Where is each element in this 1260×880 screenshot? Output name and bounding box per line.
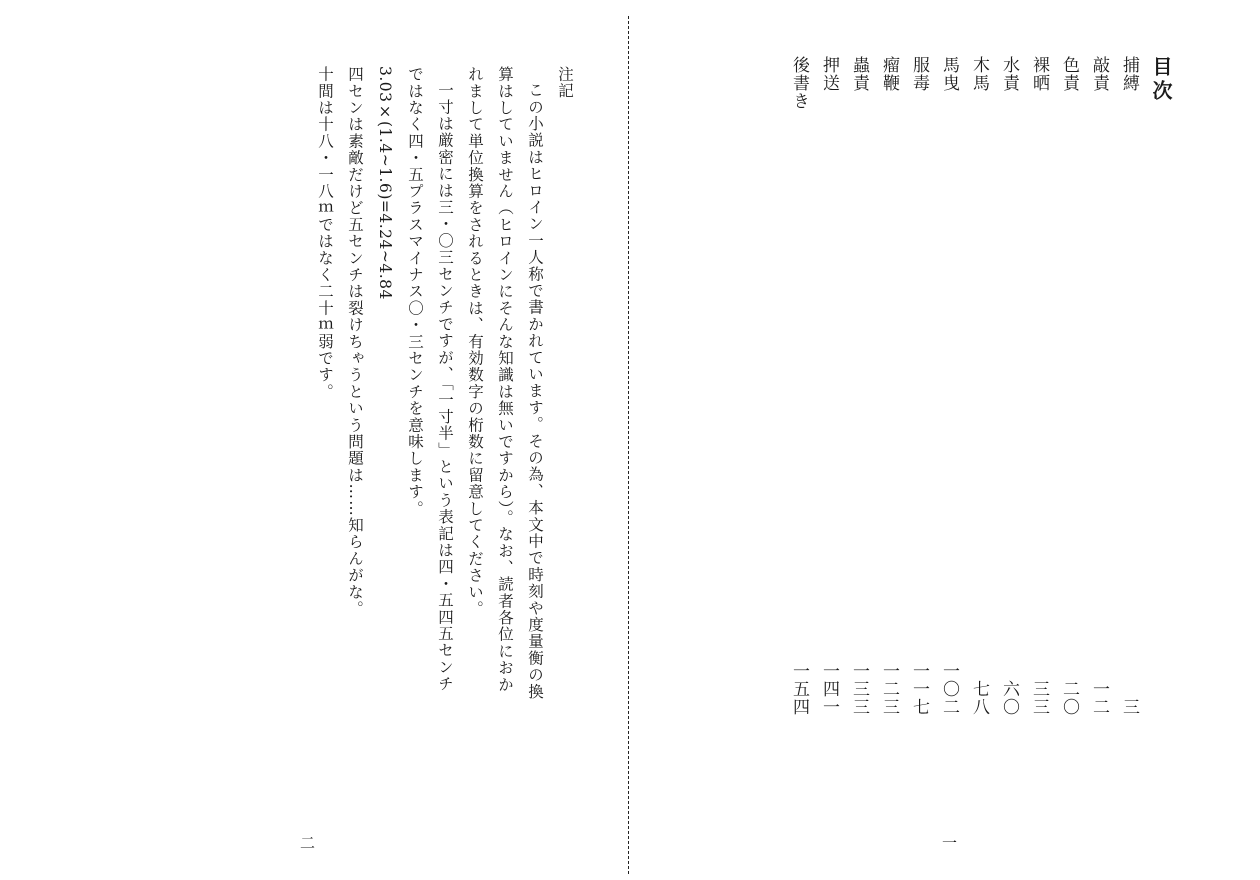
notes-paragraph: 四センは素敵だけど五センチは裂けちゃうという問題は……知らんがな。: [346, 66, 364, 618]
toc-entry-page: 二〇: [1059, 680, 1079, 716]
toc-entry: [1054, 56, 1084, 716]
toc-entry-title: 押送: [819, 56, 839, 92]
toc-entry: [904, 56, 934, 716]
toc-entry-page: 一三三: [849, 662, 869, 716]
page-number-right: 一: [942, 834, 958, 852]
notes-formula: 3.03×(1.4~1.6)=4.24~4.84: [376, 66, 394, 300]
page-divider: [628, 16, 629, 874]
toc-entry: [1114, 56, 1144, 716]
notes-heading: 注記: [556, 66, 574, 99]
toc-entry-title: 敲責: [1089, 56, 1109, 92]
toc-entry-title: 捕縛: [1119, 56, 1139, 92]
toc-entry-title: 色責: [1059, 56, 1079, 92]
toc-entry-title: 蟲責: [849, 56, 869, 92]
toc-entry: [874, 56, 904, 716]
toc-entry-page: 三三: [1029, 680, 1049, 716]
toc-entry: [1084, 56, 1114, 716]
toc-entry-page: 七八: [969, 680, 989, 716]
toc-entry-title: 瘤鞭: [879, 56, 899, 92]
toc-entry-page: 一二: [1089, 680, 1109, 716]
toc-entry: [934, 56, 964, 716]
toc-entry-page: 三: [1119, 698, 1139, 716]
toc-entry-page: 六〇: [999, 680, 1019, 716]
table-of-contents: [784, 56, 1176, 736]
toc-entry-page: 一一七: [909, 662, 929, 716]
notes-paragraph: 一寸は厳密には三・〇三センチですが、「一寸半」という表記は四・五四五センチではなく四・五プラスマイナス〇・三センチを意味します。: [406, 66, 454, 692]
toc-entry-title: 後書き: [789, 56, 809, 110]
toc-entry-title: 裸晒: [1029, 56, 1049, 92]
toc-entry: [814, 56, 844, 716]
toc-entry-title: 木馬: [969, 56, 989, 92]
toc-entry-title: 水責: [999, 56, 1019, 92]
toc-entry-title: 馬曳: [939, 56, 959, 92]
toc-entry-page: 一五四: [789, 662, 809, 716]
toc-entry-page: 一四一: [819, 662, 839, 716]
notes-section: [310, 66, 580, 706]
toc-entry-page: 一二三: [879, 662, 899, 716]
toc-entry: [844, 56, 874, 716]
toc-entry: [1024, 56, 1054, 716]
toc-entry-page: 一〇二: [939, 662, 959, 716]
page-number-left: 二: [300, 834, 316, 852]
notes-paragraph: この小説はヒロイン一人称で書かれています。その為、本文中で時刻や度量衡の換算はしていません（ヒロインにそんな知識は無いですから）。なお、読者各位におかれまして単位換算をされるときは、有効数字の桁数に留意してください。: [466, 66, 544, 700]
toc-title: 目次: [1149, 56, 1173, 104]
toc-entry: [964, 56, 994, 716]
toc-entry: [784, 56, 814, 716]
toc-entry-title: 服毒: [909, 56, 929, 92]
toc-entry: [994, 56, 1024, 716]
notes-paragraph: 十間は十八・一八ｍではなく二十ｍ弱です。: [316, 66, 334, 400]
